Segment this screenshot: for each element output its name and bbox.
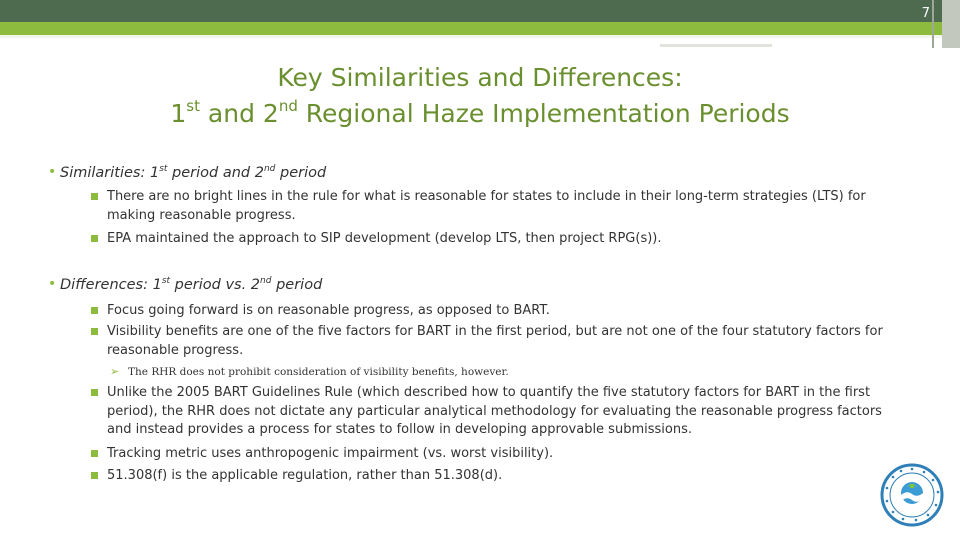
heading-text: period: [275, 164, 327, 181]
heading-text: Similarities: 1: [60, 164, 160, 181]
title-superscript: st: [186, 96, 200, 115]
title-text: 1: [170, 99, 187, 128]
list-item-text: There are no bright lines in the rule for what is reasonable for states to include in their long-term strategies (LTS) for making reasonable progress.: [107, 189, 866, 223]
round-bullet-icon: •: [48, 164, 57, 180]
title-text: Regional Haze Implementation Periods: [297, 99, 790, 128]
differences-heading: [48, 276, 323, 293]
list-item: [107, 323, 907, 360]
decorative-rule: [660, 44, 772, 47]
title-superscript: nd: [278, 96, 298, 115]
list-item: [107, 467, 907, 486]
arrow-bullet-icon: ➢: [110, 365, 120, 378]
top-header-bar: [0, 0, 945, 22]
square-bullet-icon: [91, 307, 98, 314]
sub-list-item-text: The RHR does not prohibit consideration of visibility benefits, however.: [128, 366, 509, 378]
list-item: [107, 445, 907, 464]
heading-superscript: st: [161, 276, 171, 286]
square-bullet-icon: [91, 389, 98, 396]
slide-title-line-2: [0, 96, 960, 131]
list-item-text: Visibility benefits are one of the five factors for BART in the first period, but are not one of the four statutory factors for reasonable progress.: [107, 324, 883, 358]
list-item-text: EPA maintained the approach to SIP development (develop LTS, then project RPG(s)).: [107, 231, 662, 246]
list-item: [107, 188, 907, 225]
heading-text: period vs. 2: [170, 276, 261, 293]
list-item-text: Unlike the 2005 BART Guidelines Rule (which described how to quantify the five statutory factors for BART in the first period), the RHR does not dictate any particular analytical methodology for evaluating the reasonable progress factors and instead provides a process for states to follow in developing approvable submissions.: [107, 385, 882, 437]
heading-text: period: [271, 276, 323, 293]
heading-superscript: nd: [260, 276, 272, 286]
title-text: and 2: [199, 99, 279, 128]
list-item: [107, 230, 907, 249]
slide-title-line-1: Key Similarities and Differences:: [277, 63, 683, 92]
sub-list-item: [110, 365, 509, 378]
square-bullet-icon: [91, 472, 98, 479]
heading-superscript: st: [159, 164, 168, 174]
epa-seal-graphic: [880, 463, 944, 527]
list-item-text: Tracking metric uses anthropogenic impairment (vs. worst visibility).: [107, 446, 554, 461]
list-item-text: 51.308(f) is the applicable regulation, rather than 51.308(d).: [107, 468, 503, 483]
heading-text: Differences: 1: [60, 276, 162, 293]
accent-band-shadow: [0, 35, 945, 38]
heading-text: period and 2: [167, 164, 264, 181]
square-bullet-icon: [91, 193, 98, 200]
square-bullet-icon: [91, 328, 98, 335]
square-bullet-icon: [91, 235, 98, 242]
list-item: [107, 384, 907, 440]
heading-superscript: nd: [263, 164, 276, 174]
similarities-heading: [48, 164, 327, 181]
square-bullet-icon: [91, 450, 98, 457]
epa-seal-icon: [880, 463, 944, 527]
accent-band: [0, 22, 945, 35]
list-item: [107, 302, 907, 321]
round-bullet-icon: •: [48, 276, 57, 292]
decorative-vertical-line: [932, 0, 934, 48]
slide-number: 7: [921, 6, 930, 21]
decorative-vertical-line: [942, 0, 960, 48]
list-item-text: Focus going forward is on reasonable progress, as opposed to BART.: [107, 303, 550, 318]
